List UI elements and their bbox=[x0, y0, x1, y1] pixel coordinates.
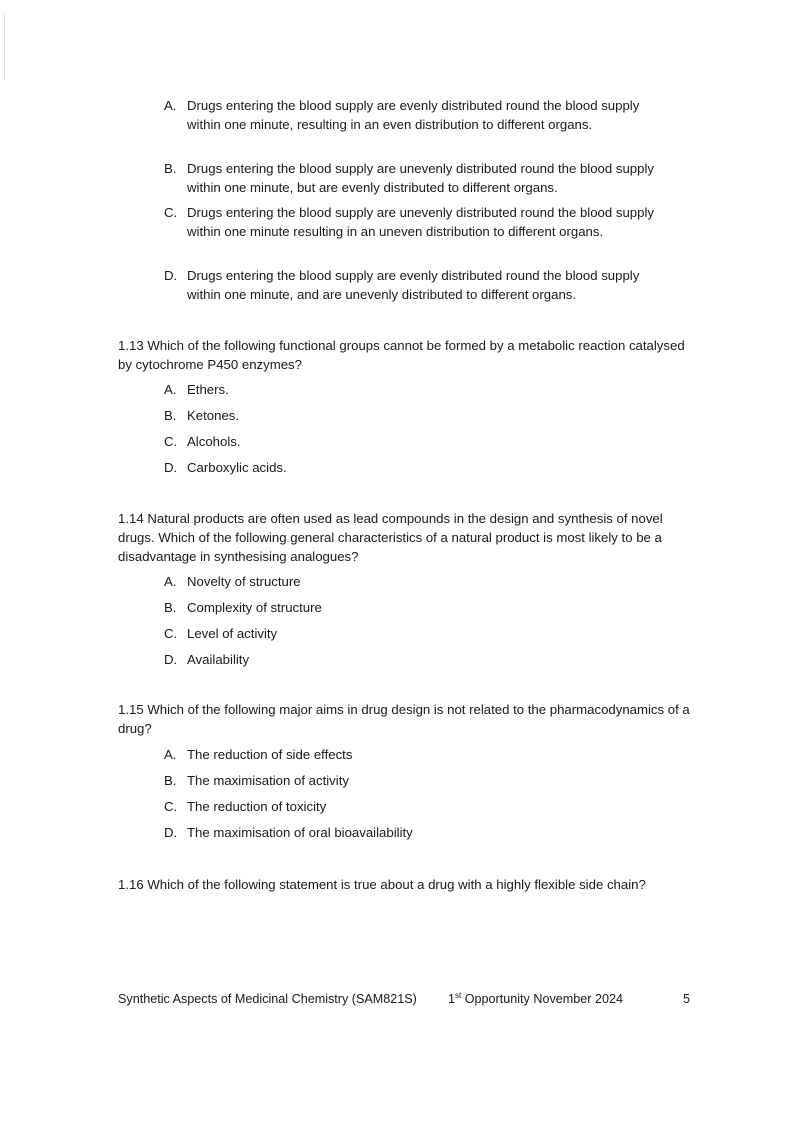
option-text: Ketones. bbox=[187, 408, 240, 423]
option-text: Alcohols. bbox=[187, 434, 241, 449]
option-letter: B. bbox=[164, 600, 177, 615]
q12-option-a bbox=[164, 96, 664, 134]
q14-option-c bbox=[164, 624, 664, 643]
option-letter: A. bbox=[164, 574, 177, 589]
option-text: Ethers. bbox=[187, 382, 229, 397]
question-1-15-stem: 1.15 Which of the following major aims in drug design is not related to the pharmacodynamics of a drug? bbox=[118, 702, 690, 736]
q12-option-d bbox=[164, 266, 664, 304]
option-text: Complexity of structure bbox=[187, 600, 322, 615]
option-text: Level of activity bbox=[187, 626, 278, 641]
q15-option-c bbox=[164, 797, 664, 816]
q14-option-a bbox=[164, 572, 664, 591]
option-letter: D. bbox=[164, 460, 178, 475]
page-footer bbox=[118, 990, 690, 1009]
option-text: Drugs entering the blood supply are unevenly distributed round the blood supply within one minute, but are evenly distributed to different organs. bbox=[187, 161, 654, 195]
q15-option-d bbox=[164, 823, 664, 842]
option-text: The maximisation of oral bioavailability bbox=[187, 825, 413, 840]
option-text: Carboxylic acids. bbox=[187, 460, 287, 475]
option-letter: C. bbox=[164, 434, 178, 449]
q13-option-d bbox=[164, 458, 664, 477]
option-letter: B. bbox=[164, 161, 177, 176]
option-letter: C. bbox=[164, 626, 178, 641]
option-letter: D. bbox=[164, 268, 178, 283]
option-letter: B. bbox=[164, 408, 177, 423]
option-text: Drugs entering the blood supply are evenly distributed round the blood supply within one minute, and are unevenly distributed to different organs. bbox=[187, 268, 640, 302]
option-text: Novelty of structure bbox=[187, 574, 301, 589]
option-text: The reduction of side effects bbox=[187, 747, 353, 762]
q12-option-b bbox=[164, 159, 664, 197]
footer-opportunity: 1st Opportunity November 2024 bbox=[448, 991, 623, 1006]
question-1-13-stem: 1.13 Which of the following functional groups cannot be formed by a metabolic reaction catalysed by cytochrome P450 enzymes? bbox=[118, 338, 685, 372]
option-letter: A. bbox=[164, 98, 177, 113]
q15-option-b bbox=[164, 771, 664, 790]
option-letter: D. bbox=[164, 652, 178, 667]
option-text: Drugs entering the blood supply are unevenly distributed round the blood supply within one minute resulting in an uneven distribution to different organs. bbox=[187, 205, 654, 239]
option-letter: A. bbox=[164, 747, 177, 762]
option-text: The maximisation of activity bbox=[187, 773, 349, 788]
question-1-16-stem: 1.16 Which of the following statement is true about a drug with a highly flexible side chain? bbox=[118, 877, 646, 892]
q14-option-d bbox=[164, 650, 664, 669]
scan-edge-artifact bbox=[4, 14, 5, 80]
question-1-14-stem: 1.14 Natural products are often used as lead compounds in the design and synthesis of novel drugs. Which of the following general characteristics of a natural product is most likely to be a disadvantage in synthesising analogues? bbox=[118, 511, 663, 564]
q13-option-b bbox=[164, 406, 664, 425]
option-letter: C. bbox=[164, 205, 178, 220]
q13-option-a bbox=[164, 380, 664, 399]
option-text: The reduction of toxicity bbox=[187, 799, 327, 814]
option-text: Availability bbox=[187, 652, 250, 667]
option-letter: B. bbox=[164, 773, 177, 788]
option-letter: C. bbox=[164, 799, 178, 814]
q15-option-a bbox=[164, 745, 664, 764]
q13-option-c bbox=[164, 432, 664, 451]
page-number: 5 bbox=[682, 992, 690, 1006]
option-letter: A. bbox=[164, 382, 177, 397]
option-text: Drugs entering the blood supply are evenly distributed round the blood supply within one minute, resulting in an even distribution to different organs. bbox=[187, 98, 640, 132]
q14-option-b bbox=[164, 598, 664, 617]
option-letter: D. bbox=[164, 825, 178, 840]
footer-course-title: Synthetic Aspects of Medicinal Chemistry (SAM821S) bbox=[118, 992, 417, 1006]
q12-option-c bbox=[164, 203, 664, 241]
